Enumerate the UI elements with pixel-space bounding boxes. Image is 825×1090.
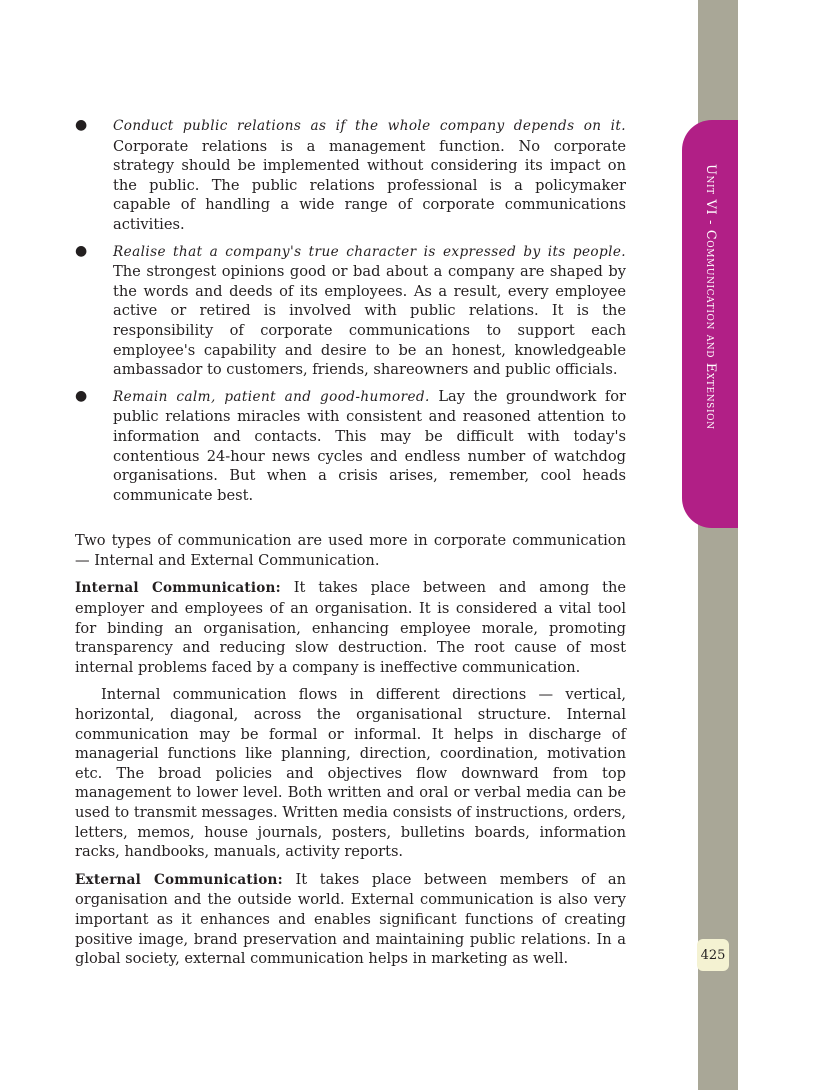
bullet-lead: Remain calm, patient and good-humored. bbox=[113, 388, 430, 405]
bullet-text: Corporate relations is a management function. No corporate strategy should be implemented without considering its impact on the public. The public relations professional is a policymaker capable of handling a wide range of corporate communications activities. bbox=[113, 137, 626, 233]
internal-flow-paragraph: Internal communication flows in different directions — vertical, horizontal, diagonal, across the organisational structure. Internal communication may be formal or informal. It helps in discharge of managerial functions like planning, direction, coordination, motivation etc. The broad policies and objectives flow downward from top management to lower level. Both written and oral or verbal media can be used to transmit messages. Written media consists of instructions, orders, letters, memos, house journals, posters, bulletins boards, information racks, handbooks, manuals, activity reports. bbox=[75, 686, 626, 861]
unit-tab bbox=[682, 120, 738, 528]
unit-name: Communication and Extension bbox=[703, 229, 718, 430]
intro-paragraph: Two types of communication are used more in corporate communication — Internal and External Communication. bbox=[75, 532, 626, 569]
external-term: External Communication: bbox=[75, 871, 283, 888]
bullet-icon: ● bbox=[75, 387, 88, 404]
unit-title bbox=[666, 164, 722, 572]
list-item bbox=[75, 242, 626, 380]
page-number: 425 bbox=[697, 939, 729, 971]
bullet-lead: Realise that a company's true character is expressed by its people. bbox=[113, 243, 626, 260]
unit-prefix: Unit VI - bbox=[703, 164, 718, 230]
bullet-icon: ● bbox=[75, 117, 88, 133]
page-body bbox=[75, 116, 626, 977]
list-item bbox=[75, 116, 626, 235]
bullet-icon: ● bbox=[75, 242, 88, 259]
internal-text: It takes place between and among the employer and employees of an organisation. It is considered a vital tool for binding an organisation, enhancing employee morale, promoting transparency and reducing slow destruction. The root cause of most internal problems faced by a company is ineffective communication. bbox=[75, 579, 626, 676]
bullet-text: The strongest opinions good or bad about a company are shaped by the words and deeds of its employees. As a result, every employee active or retired is involved with public relations. It is the responsibility of corporate communications to support each employee's capability and desire to be an honest, knowledgeable ambassador to customers, friends, shareowners and public officials. bbox=[113, 263, 626, 379]
external-communication-paragraph bbox=[75, 870, 626, 969]
external-text: It takes place between members of an organisation and the outside world. External communication is also very important as it enhances and enables significant functions of creating positive image, brand preservation and maintaining public relations. In a global society, external communication helps in marketing as well. bbox=[75, 870, 627, 968]
principles-list bbox=[75, 116, 626, 505]
bullet-text: Lay the groundwork for public relations miracles with consistent and reasoned attention to information and contacts. This may be difficult with today's contentious 24-hour news cycles and endless number of watchdog organisations. But when a crisis arises, remember, cool heads communicate best. bbox=[113, 387, 627, 504]
bullet-lead: Conduct public relations as if the whole company depends on it. bbox=[113, 118, 626, 134]
internal-term: Internal Communication: bbox=[75, 580, 281, 597]
list-item bbox=[75, 387, 626, 506]
internal-communication-paragraph bbox=[75, 578, 626, 677]
